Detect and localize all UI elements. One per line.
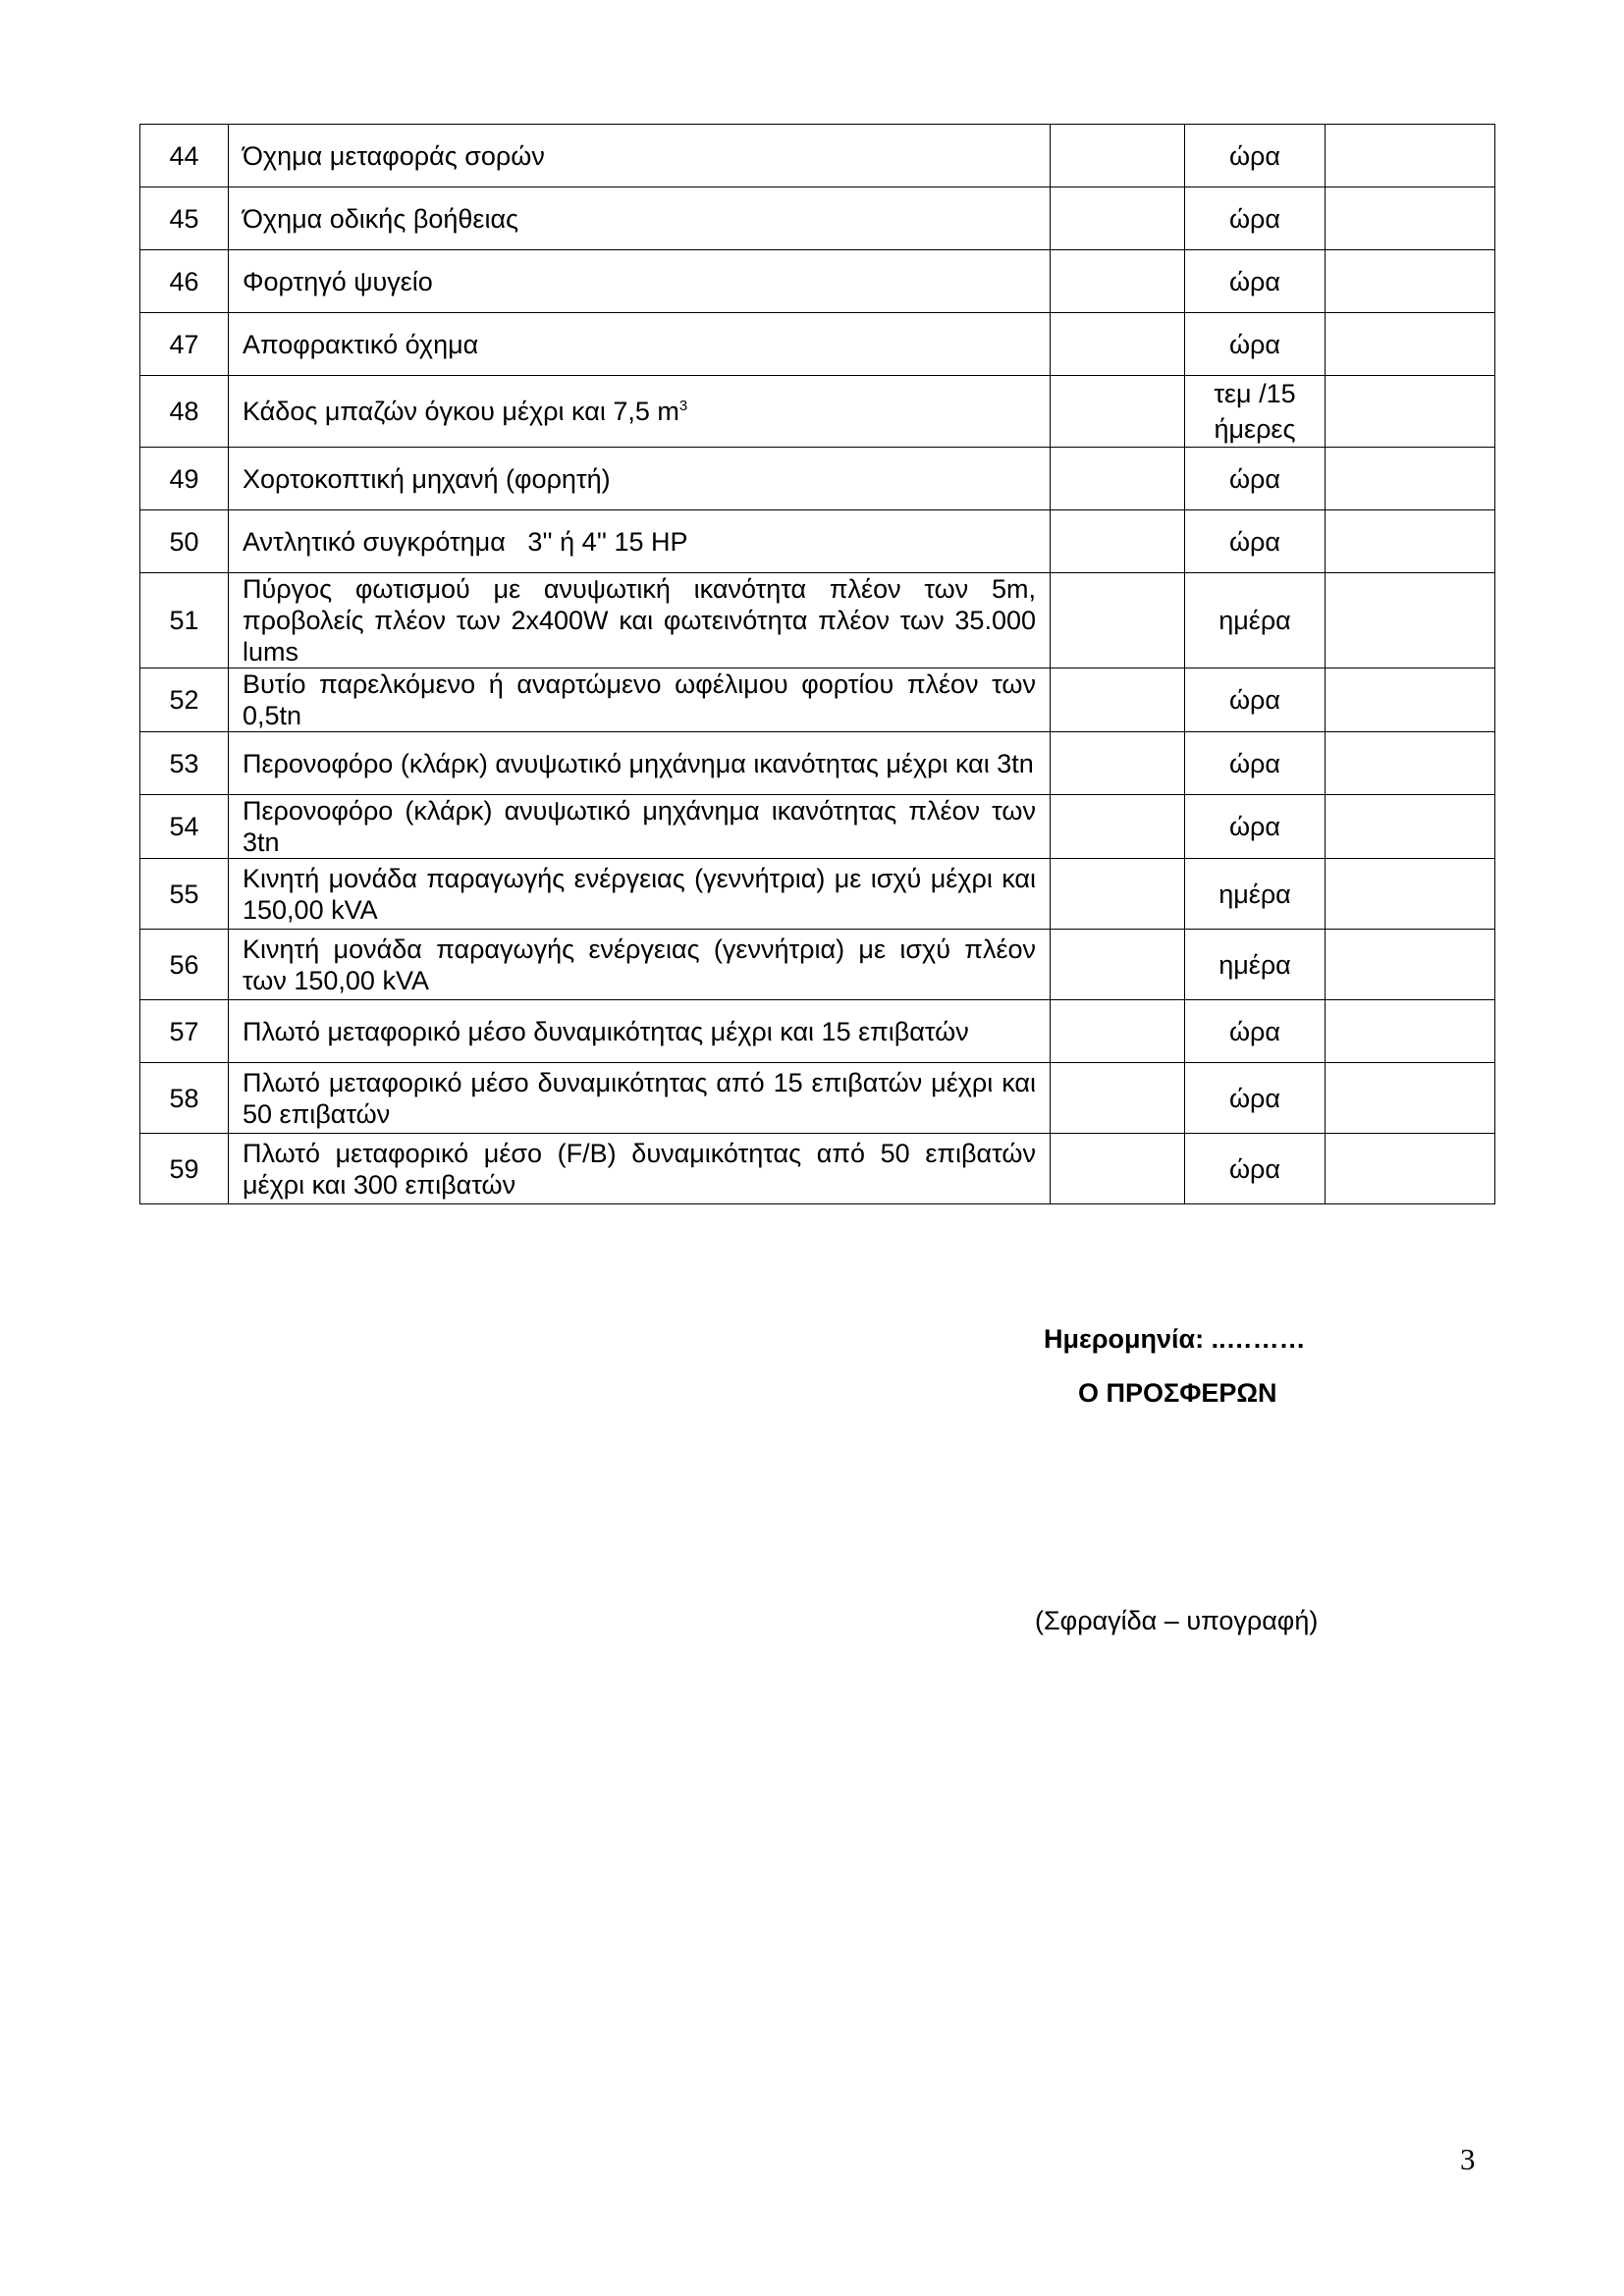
date-label: Ημερομηνία: ..……… xyxy=(1044,1324,1306,1354)
blank-cell xyxy=(1051,187,1185,250)
table-row xyxy=(140,250,1495,313)
table-row xyxy=(140,376,1495,448)
table-row xyxy=(140,573,1495,668)
blank-cell xyxy=(1326,1063,1495,1134)
table-row xyxy=(140,510,1495,573)
row-number: 49 xyxy=(140,448,229,510)
row-number: 48 xyxy=(140,376,229,448)
row-unit: ώρα xyxy=(1185,1063,1326,1134)
row-number: 55 xyxy=(140,859,229,930)
row-unit: ώρα xyxy=(1185,313,1326,376)
unit-line-2: ήμερες xyxy=(1214,414,1296,444)
row-unit: ώρα xyxy=(1185,125,1326,187)
row-unit xyxy=(1185,376,1326,448)
blank-cell xyxy=(1051,859,1185,930)
row-unit: ώρα xyxy=(1185,795,1326,859)
table-row xyxy=(140,1134,1495,1204)
row-unit: ημέρα xyxy=(1185,859,1326,930)
row-unit: ώρα xyxy=(1185,187,1326,250)
table-row xyxy=(140,1000,1495,1063)
blank-cell xyxy=(1051,1000,1185,1063)
row-unit: ημέρα xyxy=(1185,573,1326,668)
blank-cell xyxy=(1326,1134,1495,1204)
row-number: 53 xyxy=(140,732,229,795)
blank-cell xyxy=(1326,573,1495,668)
row-description: Πύργος φωτισμού με ανυψωτική ικανότητα πλέον των 5m, προβολείς πλέον των 2x400W και φωτεινότητα πλέον των 35.000 lums xyxy=(229,573,1051,668)
table-row xyxy=(140,859,1495,930)
table-row xyxy=(140,732,1495,795)
unit-line-1: τεμ /15 xyxy=(1214,379,1296,408)
price-table xyxy=(139,124,1495,1204)
blank-cell xyxy=(1326,1000,1495,1063)
row-unit: ώρα xyxy=(1185,1000,1326,1063)
blank-cell xyxy=(1051,668,1185,732)
row-unit: ώρα xyxy=(1185,448,1326,510)
table-row xyxy=(140,448,1495,510)
blank-cell xyxy=(1051,795,1185,859)
blank-cell xyxy=(1326,795,1495,859)
row-description: Βυτίο παρελκόμενο ή αναρτώμενο ωφέλιμου φορτίου πλέον των 0,5tn xyxy=(229,668,1051,732)
row-number: 51 xyxy=(140,573,229,668)
unit-two-line xyxy=(1214,376,1295,447)
row-description: Όχημα μεταφοράς σορών xyxy=(229,125,1051,187)
blank-cell xyxy=(1051,510,1185,573)
offeror-heading: Ο ΠΡΟΣΦΕΡΩΝ xyxy=(1078,1378,1277,1408)
row-number: 45 xyxy=(140,187,229,250)
table-row xyxy=(140,125,1495,187)
row-description: Πλωτό μεταφορικό μέσο (F/B) δυναμικότητας από 50 επιβατών μέχρι και 300 επιβατών xyxy=(229,1134,1051,1204)
table-row xyxy=(140,313,1495,376)
row-unit: ώρα xyxy=(1185,732,1326,795)
row-description: Κινητή μονάδα παραγωγής ενέργειας (γεννήτρια) με ισχύ μέχρι και 150,00 kVA xyxy=(229,859,1051,930)
row-description: Πλωτό μεταφορικό μέσο δυναμικότητας μέχρι και 15 επιβατών xyxy=(229,1000,1051,1063)
blank-cell xyxy=(1051,125,1185,187)
blank-cell xyxy=(1326,930,1495,1000)
blank-cell xyxy=(1326,187,1495,250)
blank-cell xyxy=(1051,732,1185,795)
row-description: Πλωτό μεταφορικό μέσο δυναμικότητας από 15 επιβατών μέχρι και 50 επιβατών xyxy=(229,1063,1051,1134)
row-description: Περονοφόρο (κλάρκ) ανυψωτικό μηχάνημα ικανότητας πλέον των 3tn xyxy=(229,795,1051,859)
row-number: 56 xyxy=(140,930,229,1000)
blank-cell xyxy=(1051,573,1185,668)
stamp-signature-label: (Σφραγίδα – υπογραφή) xyxy=(1035,1606,1319,1635)
blank-cell xyxy=(1326,448,1495,510)
row-unit: ώρα xyxy=(1185,510,1326,573)
blank-cell xyxy=(1051,448,1185,510)
blank-cell xyxy=(1051,313,1185,376)
row-number: 57 xyxy=(140,1000,229,1063)
blank-cell xyxy=(1051,1063,1185,1134)
row-description-text: Κάδος μπαζών όγκου μέχρι και 7,5 m xyxy=(243,397,679,426)
table-row xyxy=(140,930,1495,1000)
blank-cell xyxy=(1326,732,1495,795)
blank-cell xyxy=(1326,313,1495,376)
table-row xyxy=(140,1063,1495,1134)
row-number: 52 xyxy=(140,668,229,732)
blank-cell xyxy=(1051,930,1185,1000)
row-description: Κινητή μονάδα παραγωγής ενέργειας (γεννήτρια) με ισχύ πλέον των 150,00 kVA xyxy=(229,930,1051,1000)
blank-cell xyxy=(1326,125,1495,187)
row-unit: ώρα xyxy=(1185,668,1326,732)
row-description: Αντλητικό συγκρότημα 3'' ή 4'' 15 HP xyxy=(229,510,1051,573)
row-description: Όχημα οδικής βοήθειας xyxy=(229,187,1051,250)
table-row xyxy=(140,668,1495,732)
row-description xyxy=(229,376,1051,448)
row-number: 46 xyxy=(140,250,229,313)
blank-cell xyxy=(1051,1134,1185,1204)
row-unit: ώρα xyxy=(1185,1134,1326,1204)
row-number: 59 xyxy=(140,1134,229,1204)
table-row xyxy=(140,187,1495,250)
table-row xyxy=(140,795,1495,859)
blank-cell xyxy=(1326,859,1495,930)
row-number: 47 xyxy=(140,313,229,376)
blank-cell xyxy=(1326,510,1495,573)
row-description: Χορτοκοπτική μηχανή (φορητή) xyxy=(229,448,1051,510)
blank-cell xyxy=(1326,376,1495,448)
blank-cell xyxy=(1326,668,1495,732)
blank-cell xyxy=(1051,250,1185,313)
row-number: 54 xyxy=(140,795,229,859)
blank-cell xyxy=(1326,250,1495,313)
row-unit: ώρα xyxy=(1185,250,1326,313)
row-number: 50 xyxy=(140,510,229,573)
superscript-exponent: 3 xyxy=(678,398,688,414)
row-description: Φορτηγό ψυγείο xyxy=(229,250,1051,313)
row-description: Περονοφόρο (κλάρκ) ανυψωτικό μηχάνημα ικανότητας μέχρι και 3tn xyxy=(229,732,1051,795)
row-unit: ημέρα xyxy=(1185,930,1326,1000)
row-number: 44 xyxy=(140,125,229,187)
page-number: 3 xyxy=(1460,2142,1476,2176)
blank-cell xyxy=(1051,376,1185,448)
row-number: 58 xyxy=(140,1063,229,1134)
row-description: Αποφρακτικό όχημα xyxy=(229,313,1051,376)
